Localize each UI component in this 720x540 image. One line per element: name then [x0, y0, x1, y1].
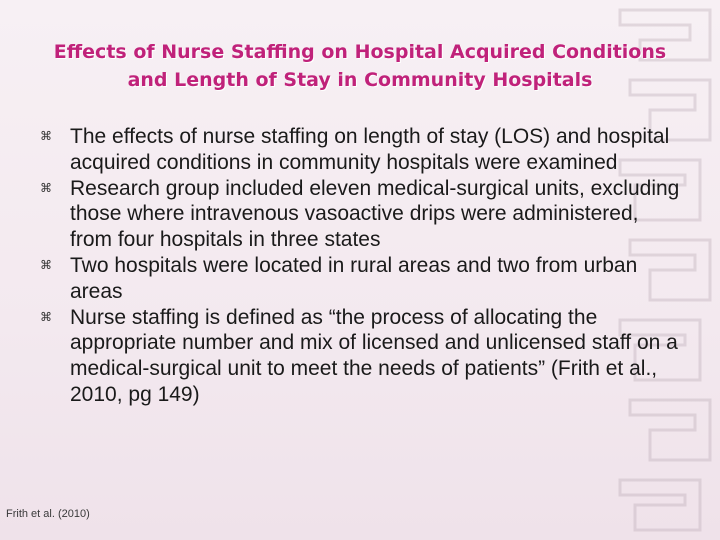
bullet-text: Two hospitals were located in rural areas and two from urban areas	[70, 253, 638, 303]
command-key-icon: ⌘	[40, 129, 52, 143]
bullet-item	[40, 176, 680, 253]
command-key-icon: ⌘	[40, 180, 52, 195]
bullet-item	[40, 253, 680, 305]
bullet-item	[40, 305, 680, 408]
bullet-text: The effects of nurse staffing on length of stay (LOS) and hospital acquired conditions in community hospitals were examined	[70, 125, 670, 174]
bullet-item	[40, 124, 680, 176]
bullet-text: Research group included eleven medical-surgical units, excluding those where intravenous vasoactive drips were administered, from four hospitals in three states	[70, 176, 680, 252]
citation: Frith et al. (2010)	[6, 508, 90, 520]
command-key-icon: ⌘	[40, 257, 52, 272]
title-line-1: Effects of Nurse Staffing on Hospital Acquired Conditions	[53, 41, 667, 63]
bullet-list	[40, 124, 680, 408]
slide-title	[40, 38, 680, 94]
command-key-icon: ⌘	[40, 309, 52, 324]
title-line-2: and Length of Stay in Community Hospitals	[127, 69, 593, 91]
bullet-text: Nurse staffing is defined as “the process of allocating the appropriate number and mix of licensed and unlicensed staff on a medical-surgical unit to meet the needs of patients” (Frith et al., 2010, pg 149)	[70, 305, 678, 406]
